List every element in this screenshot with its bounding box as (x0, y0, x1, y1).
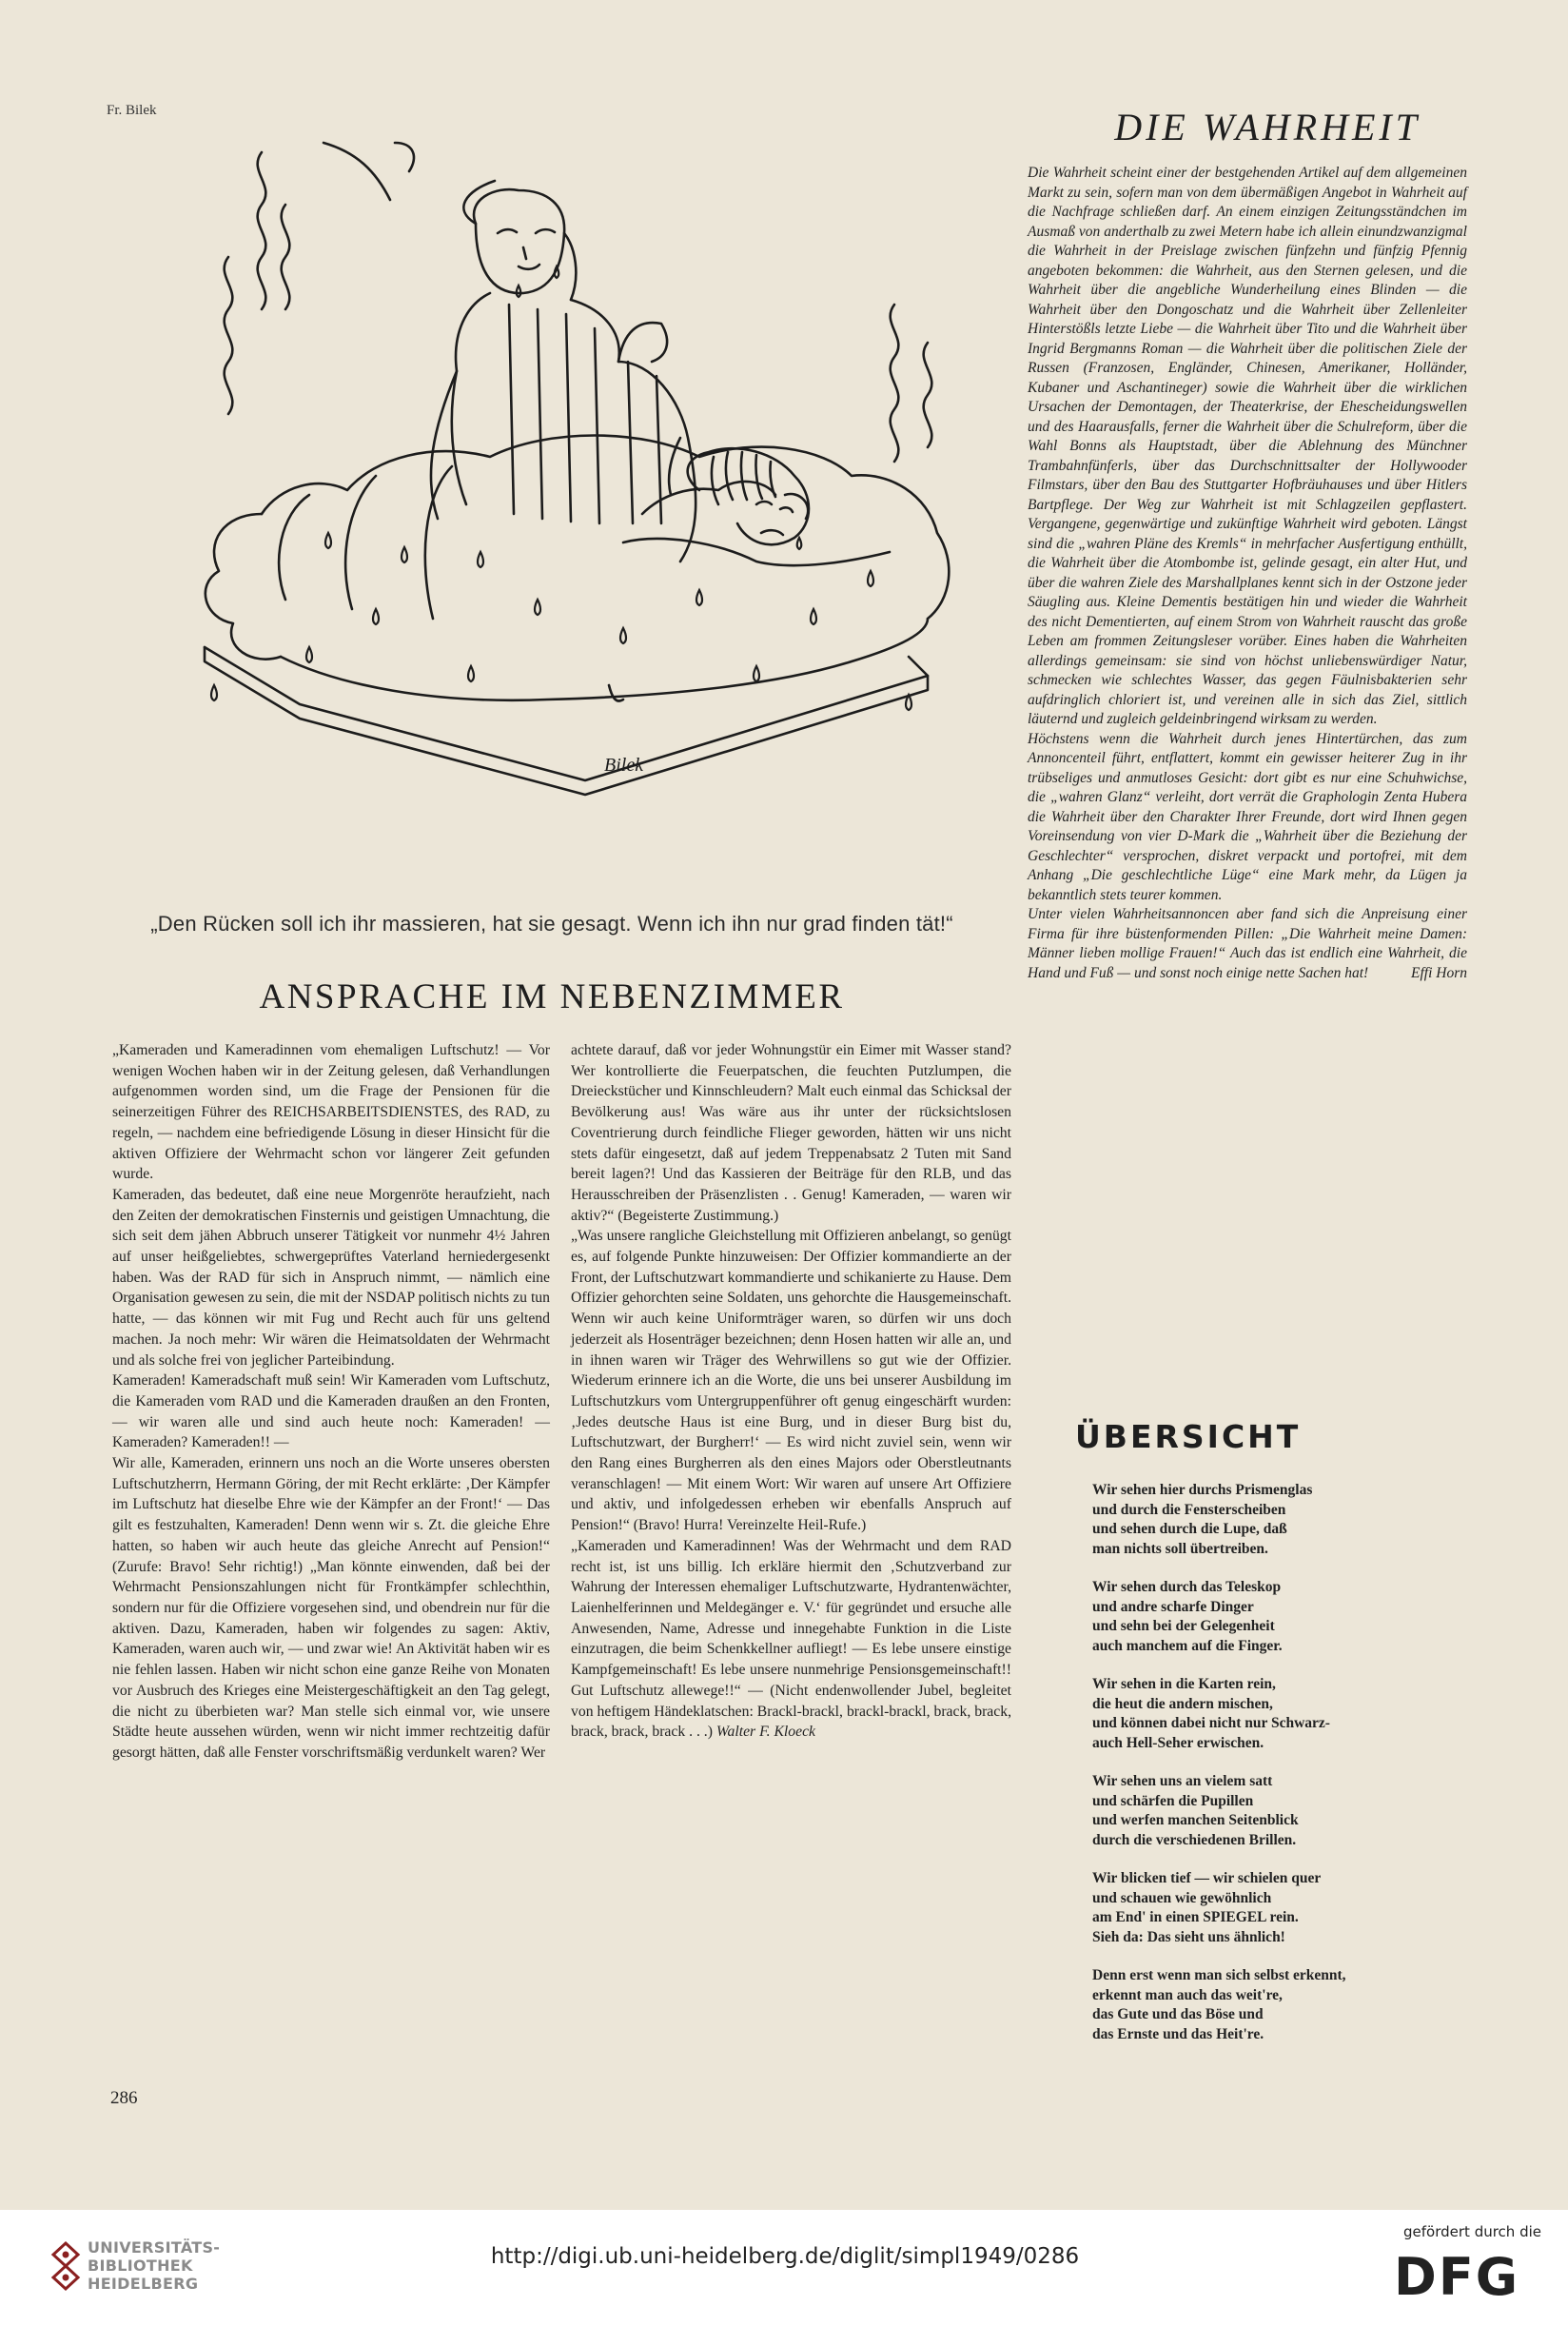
paragraph (571, 1536, 1011, 1743)
poem-stanza (1092, 1772, 1473, 1850)
dfg-logo-text: DFG (1394, 2247, 1520, 2307)
poem-line: Wir sehen in die Karten rein, (1092, 1676, 1276, 1692)
paragraph: Die Wahrheit scheint einer der bestgehenden Artikel auf dem allgemeinen Markt zu sein, sofern man von dem übermäßigen Angebot in Wahrheit auf die Nachfrage schließen darf. An einem einzigen Zeitungsständchen im Ausmaß von anderthalb zu zwei Metern habe ich allein einundzwanzigmal die Wahrheit in der Preislage zwischen fünfzehn und fünfzig Pfennig angeboten bekommen: die Wahrheit, aus den Sternen gelesen, und die Wahrheit über die angebliche Wunderheilung eines Blinden — die Wahrheit über den Dongoschatz und die Wahrheit über Zellenleiter Hinterstößls letzte Liebe — die Wahrheit über Tito und die Wahrheit über Ingrid Bergmanns Roman — die Wahrheit über die politischen Ziele der Russen (Franzosen, Engländer, Chinesen, Amerikaner, Holländer, Kubaner und Aschantineger) sowie die Wahrheit über die wirklichen Ursachen der Demontagen, der Theaterkrise, der Ehescheidungswellen und des Haarausfalls, ferner die Wahrheit über die Schulreform, über die Wahl Bonns als Hauptstadt, über die Ablehnung des Münchner Trambahnfünferls, über das Durchschnittsalter der Hollywooder Filmstars, über den Bau des Stuttgarter Hofbräuhauses und über Hitlers Bartpflege. Der Weg zur Wahrheit ist mit Schlagzeilen gepflastert. Vergangene, gegenwärtige und zukünftige Wahrheit wird geboten. Längst sind die „wahren Pläne des Kremls“ in mehrfacher Ausfertigung enthüllt, die Wahrheit über die Atombombe ist, gelinde gesagt, ein alter Hut, und über die wahren Ziele des Marshallplanes kennt sich in der Ostzone jeder Säugling aus. Kleine Dementis bestätigen hin und wieder die Wahrheit des nicht Dementierten, auf einem Strom von Wahrheit rauscht das große Leben am frommen Zeitungsleser vorüber. Eines haben die Wahrheiten allerdings gemeinsam: sie sind von höchst unliebenswürdiger Natur, schmecken wie schlechtes Wasser, das gegen Fäulnisbakterien sehr aufdringlich chloriert ist, und vereinen alle in sich das Ziel, sittlich läuternd und zugleich geldeinbringend wirksam zu werden. (1028, 165, 1467, 727)
poem-line: und sehn bei der Gelegenheit (1092, 1618, 1275, 1634)
artist-credit: Fr. Bilek (107, 103, 157, 118)
poem-line: und sehen durch die Lupe, daß (1092, 1521, 1287, 1537)
institution-line: BIBLIOTHEK (88, 2257, 193, 2275)
poem-line: erkennt man auch das weit're, (1092, 1986, 1283, 2003)
poem-body (1092, 1481, 1473, 2063)
cartoon-illustration (90, 114, 1032, 923)
poem-line: durch die verschiedenen Brillen. (1092, 1831, 1297, 1848)
paragraph: Höchstens wenn die Wahrheit durch jenes Hintertürchen, das zum Annoncenteil führt, entflattert, kommt ein gewisser heiterer Zug in ihr trübseliges und anmutloses Gesicht: dort gibt es nur eine Schuhwichse, die „wahren Glanz“ verleiht, dort verrät die Graphologin Zenta Hubera die Wahrheit über den Charakter Ihrer Freunde, dort wird Ihnen gegen Voreinsendung von vier D-Mark die „Wahrheit über die Beziehung der Geschlechter“ versprochen, diskret verpackt und portofrei, mit dem Anhang „Die geschlechtliche Lüge“ eine Mark mehr, da Lügen ja bekanntlich stets teurer kommen. (1028, 730, 1467, 903)
paragraph: „Kameraden und Kameradinnen vom ehemaligen Luftschutz! — Vor wenigen Wochen haben wir in der Zeitung gelesen, daß Verhandlungen aufgenommen worden sind, um die Frage der Pensionen für die seinerzeitigen Führer des REICHSARBEITSDIENSTES, des RAD, zu regeln, — nachdem eine befriedigende Lösung in dieser Hinsicht für die aktiven Offiziere der Wehrmacht schon vor längerer Zeit gefunden wurde. (112, 1042, 550, 1183)
paragraph: „Was unsere rangliche Gleichstellung mit Offizieren anbelangt, so genügt es, auf folgende Punkte hinzuweisen: Der Offizier kommandierte an der Front, der Luftschutzwart kommandierte und schikanierte zu Hause. Dem Offizier gehorchten seine Soldaten, uns gehorchte die Hausgemeinschaft. Wenn wir auch keine Uniformträger waren, so dürfen wir uns doch jederzeit als Hosenträger bezeichnen; denn Hosen hatten wir alle an, und in ihnen waren wir Träger des Wehrwillens so gut wie der Offizier. Wiederum erinnere ich an die Worte, die uns bei unserer Ausbildung im Luftschutzkurs vom Untergruppenführer oft genug eingeschärft wurden: ‚Jedes deutsche Haus ist eine Burg, und in dieser Burg bist du, Luftschutzwart, der Burgherr!‘ — Es wird nicht zuviel sein, wenn wir den Rang eines Burgherren als den eines Majors oder Oberstleutnants veranschlagen! — Mit einem Wort: Wir waren auf unsere Art Offiziere und aktiv, und infolgedessen erheben wir ebenfalls Anspruch auf Pension!“ (Bravo! Hurra! Vereinzelte Heil-Rufe.) (571, 1228, 1011, 1534)
poem-line: Denn erst wenn man sich selbst erkennt, (1092, 1967, 1346, 1983)
paragraph: Kameraden! Kameradschaft muß sein! Wir Kameraden vom Luftschutz, die Kameraden vom RAD und die Kameraden draußen an den Fronten, — wir waren alle und sind auch heute noch: Kameraden! — Kameraden? Kameraden!! — (112, 1372, 550, 1451)
university-library-name[interactable] (88, 2238, 220, 2293)
poem-line: und können dabei nicht nur Schwarz- (1092, 1715, 1330, 1731)
article2-body (1028, 164, 1467, 983)
poem-line: man nichts soll übertreiben. (1092, 1540, 1268, 1557)
poem-line: Wir blicken tief — wir schielen quer (1092, 1870, 1322, 1886)
poem-line: Wir sehen durch das Teleskop (1092, 1579, 1282, 1595)
poem-line: und werfen manchen Seitenblick (1092, 1812, 1299, 1828)
poem-line: und schauen wie gewöhnlich (1092, 1889, 1272, 1906)
poem-line: das Ernste und das Heit're. (1092, 2025, 1264, 2042)
article1-title: ANSPRACHE IM NEBENZIMMER (259, 977, 845, 1016)
poem-line: die heut die andern mischen, (1092, 1695, 1273, 1712)
poem-stanza (1092, 1675, 1473, 1753)
paragraph: Wir alle, Kameraden, erinnern uns noch an die Worte unseres obersten Luftschutzherrn, Hermann Göring, der mit Recht erklärte: ‚Der Kämpfer im Luftschutz hat dieselbe Ehre wie der Kämpfer an der Front!‘ — Das gilt es festzuhalten, Kameraden! Denn wenn wir s. Zt. die gleiche Ehre hatten, so haben wir auch heute das gleiche Anrecht auf Pension!“ (Zurufe: Bravo! Sehr richtig!) „Man könnte einwenden, daß bei der Wehrmacht Pensionszahlungen nicht für Frontkämpfer schlechthin, sondern nur für die Offiziere vorgesehen sind, und obendrein nur für die aktiven. Dazu, Kameraden, haben wir folgendes zu sagen: Aktiv, Kameraden, waren auch wir, — und zwar wie! An Aktivität haben wir es nie fehlen lassen. Haben wir nicht schon eine ganze Reihe von Monaten vor Ausbruch des Krieges eine Meistergeschäftigkeit an den Tag gelegt, die nicht zu überbieten war? Man stelle sich einmal vor, wie unsere Städte heute aussehen würden, wenn wir nicht immer rechtzeitig dafür gesorgt hätten, daß alle Fenster vorschriftsmäßig verdunkelt waren? Wer (112, 1455, 550, 1761)
cartoon-caption: „Den Rücken soll ich ihr massieren, hat sie gesagt. Wenn ich ihn nur grad finden tät!“ (150, 912, 953, 936)
paragraph: Kameraden, das bedeutet, daß eine neue Morgenröte heraufzieht, nach den Zeiten der demokratischen Finsternis und geistigen Umnachtung, die sich seit dem jähen Abbruch unserer Tätigkeit vor nunmehr 4½ Jahren auf unser heißgeliebtes, schwergeprüftes Vaterland herniedergesenkt haben. Was der RAD für sich in Anspruch nimmt, — nämlich eine Organisation gewesen zu sein, die mit der NSDAP politisch nichts zu tun hatte, — das können wir mit Fug und Recht auch für uns geltend machen. Ja noch mehr: Wir wären die Heimatsoldaten der Wehrmacht und als solche frei von jeglicher Parteibindung. (112, 1186, 550, 1369)
poem-line: und andre scharfe Dinger (1092, 1598, 1254, 1615)
article2-title: DIE WAHRHEIT (1114, 106, 1421, 148)
poem-line: und schärfen die Pupillen (1092, 1792, 1254, 1809)
poem-line: am End' in einen SPIEGEL rein. (1092, 1909, 1299, 1925)
poem-line: und durch die Fensterscheiben (1092, 1501, 1286, 1518)
paragraph: achtete darauf, daß vor jeder Wohnungstür ein Eimer mit Wasser stand? Wer kontrollierte die Feuerpatschen, die feuchten Putzlumpen, die Dreieckstücher und Kinnschleudern? Malt euch einmal das Schicksal der Bevölkerung aus! Was wäre aus ihr unter der rücksichtslosen Coventrierung durch feindliche Flieger geworden, hätten wir uns nicht stets dafür eingesetzt, daß auf jedem Treppenabsatz 2 Tuten mit Sand bereit lagen?! Und das Kassieren der Beiträge für den RLB, und das Herausschreiben der Präsenzlisten . . Genug! Kameraden, — waren wir aktiv?“ (Begeisterte Zustimmung.) (571, 1042, 1011, 1224)
poem-line: Wir sehen hier durchs Prismenglas (1092, 1482, 1313, 1498)
poem-stanza (1092, 1869, 1473, 1947)
permalink-url[interactable]: http://digi.ub.uni-heidelberg.de/diglit/simpl1949/0286 (490, 2244, 1080, 2269)
poem-line: auch manchem auf die Finger. (1092, 1637, 1283, 1654)
poem-title: ÜBERSICHT (1075, 1418, 1302, 1455)
funded-by-label: gefördert durch die (1403, 2223, 1541, 2240)
dfg-logo[interactable] (1394, 2247, 1520, 2307)
institution-line: HEIDELBERG (88, 2275, 199, 2293)
article1-column2 (571, 1040, 1011, 1743)
poem-stanza (1092, 1966, 1473, 2044)
poem-line: Sieh da: Das sieht uns ähnlich! (1092, 1928, 1285, 1945)
poem-line: auch Hell-Seher erwischen. (1092, 1734, 1264, 1751)
page-number: 286 (110, 2088, 138, 2108)
footer-bar (0, 2210, 1568, 2326)
article1-author: Walter F. Kloeck (715, 1724, 816, 1741)
poem-line: Wir sehen uns an vielem satt (1092, 1773, 1273, 1789)
article2-author: Effi Horn (1411, 964, 1467, 981)
poem-stanza (1092, 1578, 1473, 1656)
university-library-logo-icon (49, 2239, 82, 2293)
article1-column1 (112, 1040, 550, 1764)
paragraph-text: „Kameraden und Kameradinnen! Was der Wehrmacht und dem RAD recht ist, ist uns billig. Ich erkläre hiermit den ‚Schutzverband zur Wahrung der Interessen ehemaliger Luftschutzwarte, Hydrantenwächter, Laienhelferinnen und Meldegänger e. V.‘ für gegründet und ersuche alle Anwesenden, Name, Adresse und innegehabte Funktion in die Liste einzutragen, die beim Schenkkellner aufliegt! — Es lebe unsere einstige Kampfgemeinschaft! Es lebe unsere nunmehrige Pensionsgemeinschaft!! Gut Luftschutz allewege!!“ — (Nicht endenwollender Jubel, begleitet von heftigem Händeklatschen: Brackl-brackl, brackl-brackl, brack, brack, brack, brack, brack . . .) (571, 1537, 1011, 1741)
poem-stanza (1092, 1481, 1473, 1559)
cartoon-signature: Bilek (604, 755, 644, 776)
poem-line: das Gute und das Böse und (1092, 2006, 1264, 2022)
institution-line: UNIVERSITÄTS- (88, 2238, 221, 2257)
paragraph: Unter vielen Wahrheitsannoncen aber fand sich die Anpreisung einer Firma für ihre büstenformenden Pillen: „Die Wahrheit meine Damen: Männer lieben mollige Frauen!“ Auch das ist endlich eine Wahrheit, die Hand und Fuß — und sonst noch einige nette Sachen hat! (1028, 906, 1467, 981)
